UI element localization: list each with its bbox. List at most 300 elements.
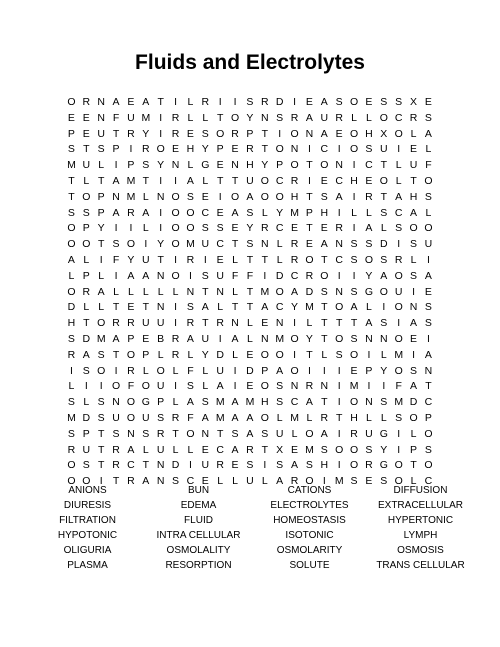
grid-letter: D [171,459,180,472]
grid-letter: L [217,301,224,314]
grid-letter: P [67,127,75,140]
grid-letter: I [352,190,356,203]
grid-letter: A [112,174,120,187]
grid-letter: S [365,238,373,251]
grid-letter: N [156,475,165,488]
grid-letter: N [335,159,343,172]
grid-letter: L [380,411,387,424]
grid-letter: I [174,174,178,187]
grid-letter: S [201,269,209,282]
grid-letter: D [380,238,388,251]
grid-letter: D [409,396,418,409]
grid-letter: L [366,206,372,219]
grid-letter: O [424,459,433,472]
grid-letter: R [171,127,180,140]
grid-letter: A [320,127,328,140]
grid-row [64,253,436,269]
grid-letter: R [127,206,135,219]
grid-letter: I [99,253,103,266]
grid-letter: E [305,96,313,108]
grid-letter: O [260,380,269,393]
grid-letter: T [410,174,417,187]
grid-letter: U [142,253,150,266]
grid-letter: E [172,143,180,156]
grid-letter: P [365,364,373,377]
word-item: DIFFUSION [393,485,448,496]
grid-letter: O [335,443,344,456]
grid-row [64,348,436,364]
grid-letter: I [69,364,73,377]
grid-row [64,142,436,158]
grid-letter: S [112,427,120,440]
grid-letter: R [82,285,91,298]
grid-letter: F [395,380,402,393]
word-item: INTRA CELLULAR [156,530,241,541]
grid-letter: N [156,190,165,203]
grid-row [64,95,436,111]
grid-letter: C [335,174,343,187]
grid-letter: O [141,380,150,393]
grid-letter: T [246,301,254,314]
grid-letter: S [365,443,373,456]
grid-letter: A [320,238,328,251]
grid-letter: P [424,411,432,424]
grid-letter: U [424,238,433,251]
grid-letter: I [337,143,341,156]
grid-letter: M [260,285,270,298]
grid-letter: M [305,443,314,456]
grid-letter: N [156,459,165,472]
grid-letter: I [174,301,178,314]
grid-letter: N [231,317,239,330]
grid-letter: R [171,348,180,361]
grid-letter: S [97,411,105,424]
grid-letter: S [246,206,254,219]
grid-letter: T [425,380,432,393]
grid-letter: T [157,253,164,266]
word-item: PLASMA [67,560,108,571]
grid-letter: A [246,427,254,440]
grid-letter: C [320,143,329,156]
grid-letter: I [322,475,326,488]
grid-letter: O [305,427,314,440]
grid-letter: I [293,317,297,330]
grid-letter: T [142,459,150,472]
grid-letter: P [97,206,105,219]
grid-letter: U [201,238,210,251]
grid-letter: T [97,174,105,187]
grid-letter: R [320,411,329,424]
grid-letter: A [320,427,328,440]
grid-letter: L [395,174,402,187]
grid-letter: H [290,190,299,203]
grid-letter: S [424,301,432,314]
grid-letter: R [409,111,418,124]
grid-letter: E [291,222,299,235]
grid-letter: I [397,443,401,456]
grid-letter: T [380,190,388,203]
grid-letter: L [98,269,105,282]
grid-letter: R [201,96,210,108]
grid-letter: N [335,238,343,251]
grid-letter: L [113,285,119,298]
grid-letter: E [201,475,209,488]
grid-letter: R [186,317,195,330]
grid-letter: I [426,332,430,345]
word-item: TRANS CELLULAR [376,560,465,571]
grid-letter: S [395,96,403,108]
grid-letter: U [409,159,418,172]
grid-letter: I [159,206,163,219]
grid-row [64,395,436,411]
grid-letter: T [306,190,313,203]
grid-letter: L [247,332,253,345]
grid-row [64,458,436,474]
grid-letter: T [68,174,75,187]
grid-letter: S [216,222,224,235]
grid-row [64,221,436,237]
grid-letter: L [366,411,372,424]
grid-letter: A [142,206,150,219]
grid-letter: M [186,238,195,251]
grid-letter: A [127,443,135,456]
grid-letter: N [127,427,135,440]
grid-letter: L [291,427,298,440]
grid-letter: A [216,380,224,393]
grid-letter: I [114,159,118,172]
grid-letter: O [82,475,91,488]
grid-letter: O [126,396,136,409]
grid-letter: G [201,159,210,172]
grid-letter: N [409,301,418,314]
grid-letter: T [172,427,179,440]
grid-letter: Y [201,348,209,361]
grid-letter: A [365,222,373,235]
grid-letter: A [67,253,75,266]
grid-letter: I [218,190,222,203]
grid-letter: A [201,411,209,424]
grid-letter: I [114,364,118,377]
grid-letter: R [156,427,165,440]
grid-letter: E [82,127,90,140]
grid-letter: I [367,380,371,393]
grid-letter: R [335,111,343,124]
grid-letter: I [114,222,118,235]
grid-letter: O [186,206,195,219]
grid-letter: R [216,317,224,330]
grid-letter: O [67,96,76,108]
grid-letter: R [231,127,239,140]
grid-letter: O [126,411,136,424]
grid-letter: P [97,190,105,203]
grid-letter: A [410,317,418,330]
grid-letter: P [216,143,224,156]
grid-letter: L [261,206,268,219]
grid-letter: H [365,127,373,140]
grid-letter: T [97,459,105,472]
grid-letter: C [394,206,403,219]
grid-letter: I [337,396,341,409]
grid-letter: S [410,238,418,251]
grid-letter: T [306,159,313,172]
grid-letter: A [82,348,90,361]
grid-letter: A [201,301,209,314]
grid-letter: T [306,222,313,235]
grid-letter: S [350,253,358,266]
grid-letter: M [141,111,151,124]
grid-letter: I [293,96,297,108]
grid-letter: T [350,317,358,330]
grid-letter: I [337,427,341,440]
grid-letter: A [424,348,432,361]
grid-letter: N [424,364,433,377]
grid-letter: Y [380,364,388,377]
grid-letter: L [157,348,164,361]
grid-row [64,269,436,285]
word-item: SOLUTE [289,560,330,571]
grid-letter: O [349,127,359,140]
grid-letter: A [231,443,239,456]
grid-letter: I [174,317,178,330]
grid-letter: O [364,253,374,266]
grid-letter: A [186,332,194,345]
grid-letter: O [275,348,284,361]
word-item: LYMPH [403,530,438,541]
grid-letter: C [290,269,299,282]
grid-letter: S [320,443,328,456]
grid-row [64,364,436,380]
grid-row [64,190,436,206]
grid-letter: I [397,238,401,251]
grid-letter: O [156,364,165,377]
page-title: Fluids and Electrolytes [135,51,365,74]
grid-letter: E [82,111,90,124]
grid-letter: S [380,475,388,488]
grid-letter: R [290,253,299,266]
grid-row [64,427,436,443]
grid-letter: N [380,332,388,345]
grid-letter: S [157,411,165,424]
grid-letter: N [156,301,165,314]
grid-letter: S [335,348,343,361]
grid-letter: M [290,411,299,424]
grid-letter: S [82,364,90,377]
grid-letter: E [320,174,328,187]
grid-letter: Y [276,206,284,219]
grid-letter: O [171,269,180,282]
grid-letter: L [202,380,209,393]
grid-letter: Y [97,222,105,235]
grid-letter: N [320,380,329,393]
grid-letter: S [97,143,105,156]
grid-letter: T [246,253,254,266]
grid-letter: I [397,143,401,156]
grid-letter: T [321,396,328,409]
grid-letter: Y [142,127,150,140]
grid-letter: T [202,285,209,298]
grid-row [64,174,436,190]
grid-row [64,443,436,459]
grid-letter: T [216,427,224,440]
grid-letter: U [201,332,210,345]
grid-letter: N [186,285,195,298]
grid-letter: N [156,269,165,282]
grid-letter: A [380,269,388,282]
grid-letter: L [128,285,134,298]
grid-letter: D [246,364,254,377]
grid-letter: A [246,190,254,203]
grid-letter: O [394,332,403,345]
grid-letter: A [276,475,284,488]
grid-letter: M [96,332,106,345]
grid-letter: S [335,96,343,108]
grid-letter: O [67,238,76,251]
grid-letter: T [112,348,120,361]
grid-row [64,379,436,395]
grid-letter: H [320,459,329,472]
grid-letter: R [127,364,135,377]
grid-letter: M [275,332,285,345]
grid-letter: O [320,159,329,172]
grid-letter: S [424,317,432,330]
grid-letter: O [260,348,269,361]
grid-letter: S [97,396,105,409]
grid-letter: P [142,348,150,361]
grid-letter: S [261,427,269,440]
grid-letter: E [365,475,373,488]
grid-letter: L [306,317,313,330]
grid-letter: L [276,411,283,424]
grid-letter: R [186,253,195,266]
grid-letter: T [261,443,269,456]
grid-letter: R [142,143,150,156]
grid-letter: F [246,269,254,282]
grid-letter: O [67,459,76,472]
grid-letter: D [275,269,284,282]
word-item: OSMOLARITY [276,545,343,556]
grid-letter: R [67,348,76,361]
grid-letter: C [275,301,284,314]
grid-letter: S [142,427,150,440]
grid-letter: I [159,174,163,187]
grid-letter: O [424,222,433,235]
grid-letter: L [247,317,253,330]
grid-letter: S [172,475,180,488]
grid-letter: G [379,459,388,472]
grid-letter: O [290,159,299,172]
grid-letter: R [127,127,135,140]
grid-letter: T [142,174,150,187]
grid-letter: S [67,427,75,440]
grid-letter: T [231,301,239,314]
grid-letter: E [127,96,135,108]
grid-letter: A [305,396,313,409]
grid-letter: E [216,206,224,219]
grid-letter: D [216,348,224,361]
grid-letter: M [67,159,76,172]
grid-letter: I [382,380,386,393]
grid-row [64,111,436,127]
grid-letter: O [260,190,269,203]
grid-letter: L [157,285,164,298]
grid-letter: L [232,253,238,266]
grid-letter: A [246,411,254,424]
grid-letter: S [246,238,254,251]
grid-letter: N [365,396,373,409]
grid-letter: I [218,96,222,108]
grid-letter: O [394,127,403,140]
grid-letter: L [83,396,90,409]
grid-letter: H [409,190,418,203]
grid-letter: U [275,427,284,440]
grid-letter: C [424,475,433,488]
grid-row [64,158,436,174]
grid-letter: L [83,253,90,266]
grid-letter: T [261,253,269,266]
grid-letter: H [67,317,76,330]
grid-letter: X [410,96,418,108]
grid-letter: N [365,332,373,345]
grid-letter: T [321,317,328,330]
grid-letter: A [142,475,150,488]
grid-letter: S [82,206,90,219]
grid-letter: H [186,143,195,156]
grid-letter: U [320,111,329,124]
grid-letter: O [349,143,359,156]
grid-letter: S [67,332,75,345]
grid-letter: L [142,364,149,377]
grid-letter: R [112,317,120,330]
grid-letter: I [352,222,356,235]
grid-letter: I [412,285,416,298]
grid-letter: L [351,111,357,124]
grid-letter: O [424,427,433,440]
grid-letter: S [246,459,254,472]
grid-letter: O [275,143,284,156]
grid-letter: S [67,143,75,156]
grid-letter: U [216,364,224,377]
grid-letter: M [126,174,136,187]
word-item: ELECTROLYTES [270,500,349,511]
grid-letter: O [156,143,165,156]
grid-letter: O [349,348,359,361]
grid-letter: N [201,427,210,440]
word-item: OSMOSIS [397,545,444,556]
grid-letter: N [290,380,299,393]
word-item: HYPERTONIC [387,515,454,526]
grid-letter: S [350,285,358,298]
grid-letter: M [349,380,359,393]
grid-letter: E [350,364,358,377]
grid-letter: L [142,285,149,298]
grid-letter: E [365,96,373,108]
grid-letter: I [352,269,356,282]
grid-letter: S [201,222,209,235]
grid-row [64,316,436,332]
grid-letter: R [171,332,180,345]
grid-letter: T [321,301,328,314]
grid-letter: C [127,459,135,472]
grid-letter: A [112,96,120,108]
grid-letter: Y [127,253,135,266]
grid-letter: O [394,364,403,377]
grid-letter: E [67,111,75,124]
grid-letter: P [157,396,165,409]
grid-letter: L [395,159,402,172]
grid-letter: S [380,317,388,330]
grid-letter: R [216,459,224,472]
grid-letter: O [320,269,329,282]
